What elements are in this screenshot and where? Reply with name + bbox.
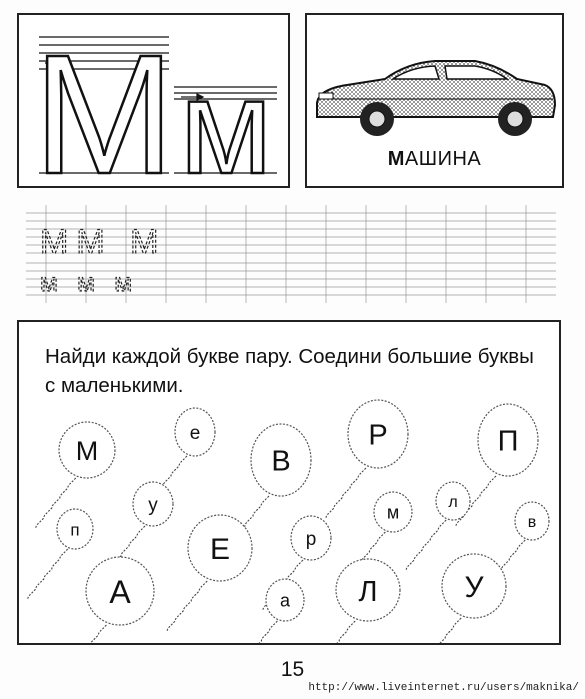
big-letter-upper: М (33, 20, 175, 186)
picture-caption: МАШИНА (387, 148, 482, 170)
balloon-letter: Р (368, 419, 388, 452)
big-letter-lower: м (179, 51, 273, 186)
balloon-letter: у (148, 495, 158, 516)
balloon-letter: В (271, 445, 291, 478)
balloon (28, 509, 93, 599)
balloon-letter: л (448, 493, 458, 511)
balloon-string (326, 468, 366, 518)
balloon-string (167, 581, 207, 631)
balloon-letter: п (70, 520, 80, 540)
balloon-letter: е (189, 423, 201, 444)
balloon-letter: У (464, 571, 484, 605)
balloon-letter: П (497, 425, 519, 458)
writing-grid (26, 205, 556, 303)
writing-practice (26, 205, 556, 303)
page-number: 15 (280, 658, 305, 681)
balloon-string (28, 549, 68, 599)
balloon-letter: Л (358, 575, 378, 608)
balloon-string (406, 520, 446, 570)
balloon-letter: р (305, 529, 317, 550)
balloon (421, 554, 506, 643)
practice-row-upper: ММ М (40, 223, 167, 261)
balloon-letter: а (279, 590, 291, 611)
big-letter-art (19, 15, 288, 186)
balloon (66, 557, 154, 643)
balloon-string (66, 625, 106, 643)
balloon (237, 579, 304, 643)
balloon-letter: А (109, 573, 131, 610)
balloon-letter: М (75, 435, 99, 466)
task-panel (17, 320, 561, 645)
balloon-field (19, 322, 559, 643)
balloon-letter: м (386, 502, 400, 523)
practice-row-lower: м м м (40, 267, 139, 297)
task-instruction: Найди каждой букве пару. Соедини большие буквы с маленькими. (45, 345, 534, 397)
balloon-letter: Е (209, 533, 231, 567)
balloon (315, 559, 400, 643)
watermark-url: http://www.liveinternet.ru/users/maknika/ (308, 682, 579, 694)
balloon-string (315, 621, 355, 643)
balloon-string (237, 621, 277, 643)
balloon-string (421, 618, 461, 643)
picture-panel (305, 13, 564, 188)
balloon-letter: в (527, 513, 537, 531)
balloon (167, 515, 252, 631)
letter-panel (17, 13, 290, 188)
car-illustration (307, 15, 562, 145)
